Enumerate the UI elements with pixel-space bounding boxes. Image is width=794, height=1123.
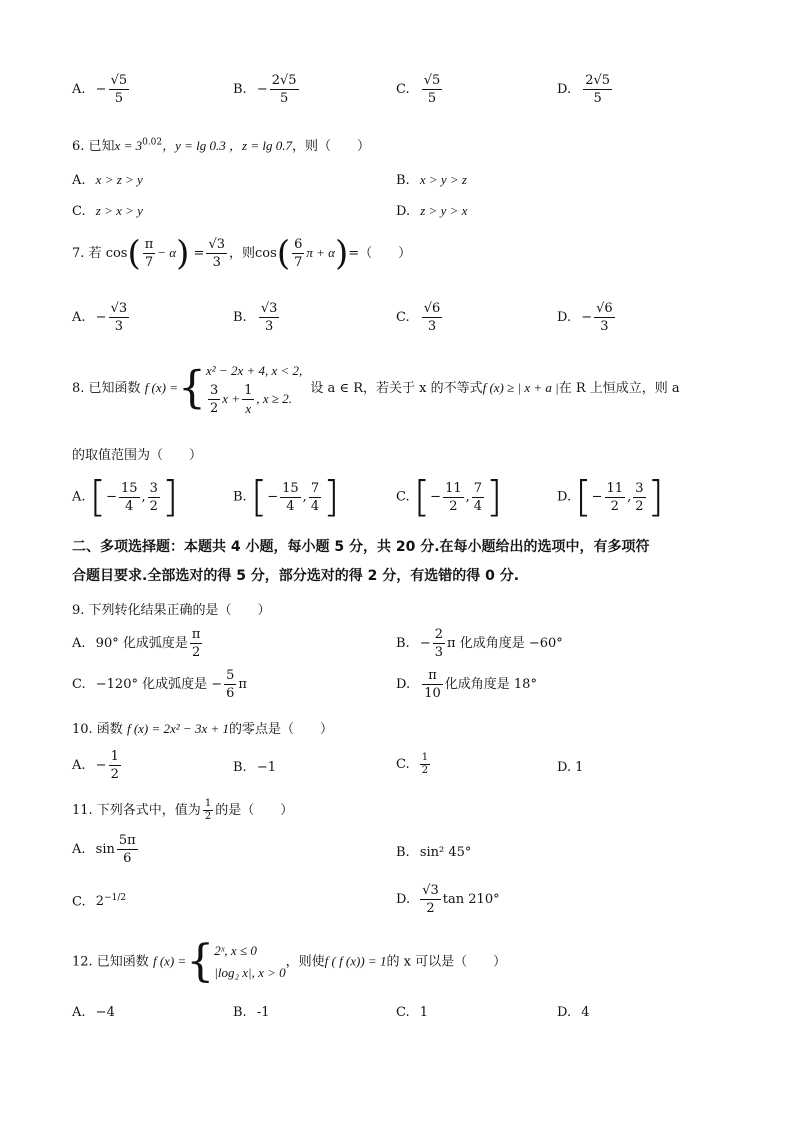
q9-option-b[interactable]: B. − $\frac{2}{3}$ π 化成角度是 −60°	[396, 627, 563, 660]
q9-option-c[interactable]: C. −120° 化成弧度是 − $\frac{5}{6}$ π	[72, 668, 247, 701]
fraction: $\frac{7}{4}$	[310, 480, 320, 514]
fraction: $\frac{\pi}{2}$	[191, 627, 201, 660]
fraction: $\frac{√6}{3}$	[423, 301, 441, 334]
fraction: $\frac{√3}{3}$	[110, 301, 128, 334]
q6-option-b[interactable]: B. x > y > z	[396, 172, 467, 188]
q11-option-b[interactable]: B. sin² 45°	[396, 845, 472, 860]
q6-option-d[interactable]: D. z > y > x	[396, 203, 468, 219]
fraction: $\frac{1}{2}$	[110, 749, 119, 782]
piecewise: x² − 2x + 4, x < 2, $\frac{3}{2}$ x + $\frac{1}{x}$ , x ≥ 2.	[206, 363, 303, 416]
q7-option-c[interactable]: C. $\frac{√6}{3}$	[396, 301, 441, 334]
q12-option-b[interactable]: B. -1	[233, 1005, 270, 1020]
q5-option-a[interactable]: A. − $\frac{√5}{5}$	[72, 73, 128, 106]
fraction: $\frac{2}{3}$	[434, 627, 444, 660]
q11-option-a[interactable]: A. sin $\frac{5\pi}{6}$	[72, 833, 136, 866]
fraction: $\frac{5\pi}{6}$	[118, 833, 136, 866]
fraction: $\frac{√6}{3}$	[596, 301, 613, 334]
fraction: $\frac{15}{4}$	[120, 480, 138, 514]
q11-option-d[interactable]: D. $\frac{√3}{2}$ tan 210°	[396, 883, 500, 916]
fraction: $\frac{11}{2}$	[606, 480, 624, 514]
q5-option-d[interactable]: D. $\frac{2√5}{5}$	[557, 73, 611, 106]
q12-option-a[interactable]: A. −4	[72, 1005, 115, 1020]
q12-stem: 12. 已知函数 f (x) ={ 2ˣ, x ≤ 0 |log₂ x|, x > 0 ，则使f ( f (x)) = 1的 x 可以是（ ）	[72, 936, 507, 987]
q10-option-d[interactable]: D. 1	[557, 760, 584, 775]
q9-option-a[interactable]: A. 90° 化成弧度是 $\frac{\pi}{2}$	[72, 627, 201, 660]
q7-option-a[interactable]: A. − $\frac{√3}{3}$	[72, 301, 128, 334]
q10-option-c[interactable]: C. $\frac{1}{2}$	[396, 752, 429, 776]
q10-stem: 10. 函数 f (x) = 2x² − 3x + 1的零点是（ ）	[72, 721, 334, 737]
q12-option-c[interactable]: C. 1	[396, 1005, 429, 1020]
fraction: $\frac{11}{2}$	[445, 480, 462, 514]
piecewise: 2ˣ, x ≤ 0 |log₂ x|, x > 0	[214, 943, 286, 980]
fraction: $\frac{1}{2}$	[421, 752, 429, 776]
fraction: $\frac{\pi}{7}$	[144, 237, 154, 270]
left-brace: {	[186, 936, 215, 987]
q7-stem: 7. 若 cos( $\frac{\pi}{7}$ − α) = $\frac{√3}{3}$ ，则cos( $\frac{6}{7}$ π + α)=（ ）	[72, 233, 412, 274]
section-heading-line2: 合题目要求.全部选对的得 5 分，部分选对的得 2 分，有选错的得 0 分.	[72, 568, 520, 584]
left-brace: {	[178, 362, 206, 414]
q12-option-d[interactable]: D. 4	[557, 1005, 590, 1020]
q9-stem: 9. 下列转化结果正确的是（ ）	[72, 603, 271, 618]
q7-option-b[interactable]: B. $\frac{√3}{3}$	[233, 301, 278, 334]
q6-option-a[interactable]: A. x > z > y	[72, 172, 143, 188]
fraction: $\frac{1}{x}$	[244, 383, 253, 416]
q10-option-b[interactable]: B. −1	[233, 760, 276, 775]
q11-stem: 11. 下列各式中，值为 $\frac{1}{2}$ 的是（ ）	[72, 798, 294, 822]
q5-option-b[interactable]: B. − $\frac{2√5}{5}$	[233, 73, 297, 106]
q11-option-c[interactable]: C. $2^{-1/2}$	[72, 893, 127, 910]
fraction: $\frac{√3}{2}$	[422, 883, 439, 916]
fraction: $\frac{1}{2}$	[204, 798, 212, 822]
q6-option-c[interactable]: C. z > x > y	[72, 203, 143, 219]
fraction: $\frac{3}{2}$	[210, 383, 219, 416]
q10-option-a[interactable]: A. − $\frac{1}{2}$	[72, 749, 119, 782]
q8-option-a[interactable]: A. [− $\frac{15}{4}$ , $\frac{3}{2}$ ]	[72, 472, 179, 521]
fraction: $\frac{7}{4}$	[473, 480, 483, 514]
q9-option-d[interactable]: D. $\frac{\pi}{10}$ 化成角度是 18°	[396, 668, 537, 701]
fraction: $\frac{√3}{3}$	[260, 301, 278, 334]
fraction: $\frac{√5}{5}$	[423, 73, 441, 106]
q8-option-c[interactable]: C. [− $\frac{11}{2}$ , $\frac{7}{4}$ ]	[396, 472, 503, 521]
fraction: $\frac{3}{2}$	[149, 480, 158, 514]
fraction: $\frac{2√5}{5}$	[585, 73, 611, 106]
q8-stem: 8. 已知函数 f (x) ={ x² − 2x + 4, x < 2, $\frac{3}{2}$ x + $\frac{1}{x}$ , x ≥ 2. 设 a ∈ R，若关于 x 的不等式f (x) ≥ | x + a |在 R 上恒成立，则 a	[72, 360, 680, 417]
q7-option-d[interactable]: D. − $\frac{√6}{3}$	[557, 301, 613, 334]
fraction: $\frac{5}{6}$	[226, 668, 235, 701]
fraction: $\frac{6}{7}$	[294, 237, 303, 270]
fraction: $\frac{√5}{5}$	[110, 73, 128, 106]
q8-option-b[interactable]: B. [− $\frac{15}{4}$ , $\frac{7}{4}$ ]	[233, 472, 340, 521]
fraction: $\frac{2√5}{5}$	[271, 73, 297, 106]
section-heading-line1: 二、多项选择题：本题共 4 小题，每小题 5 分，共 20 分.在每小题给出的选项中，有多项符	[72, 539, 650, 555]
fraction: $\frac{\pi}{10}$	[424, 668, 441, 701]
q8-stem-line2: 的取值范围为（ ）	[72, 448, 203, 463]
fraction: $\frac{√3}{3}$	[208, 237, 226, 270]
q5-option-c[interactable]: C. $\frac{√5}{5}$	[396, 73, 441, 106]
q6-stem: 6. 已知$x = 3^{0.02}$，y = lg 0.3 ，z = lg 0.7，则（ ）	[72, 137, 371, 154]
q8-option-d[interactable]: D. [− $\frac{11}{2}$ , $\frac{3}{2}$ ]	[557, 472, 664, 521]
fraction: $\frac{15}{4}$	[282, 480, 299, 514]
fraction: $\frac{3}{2}$	[635, 480, 644, 514]
